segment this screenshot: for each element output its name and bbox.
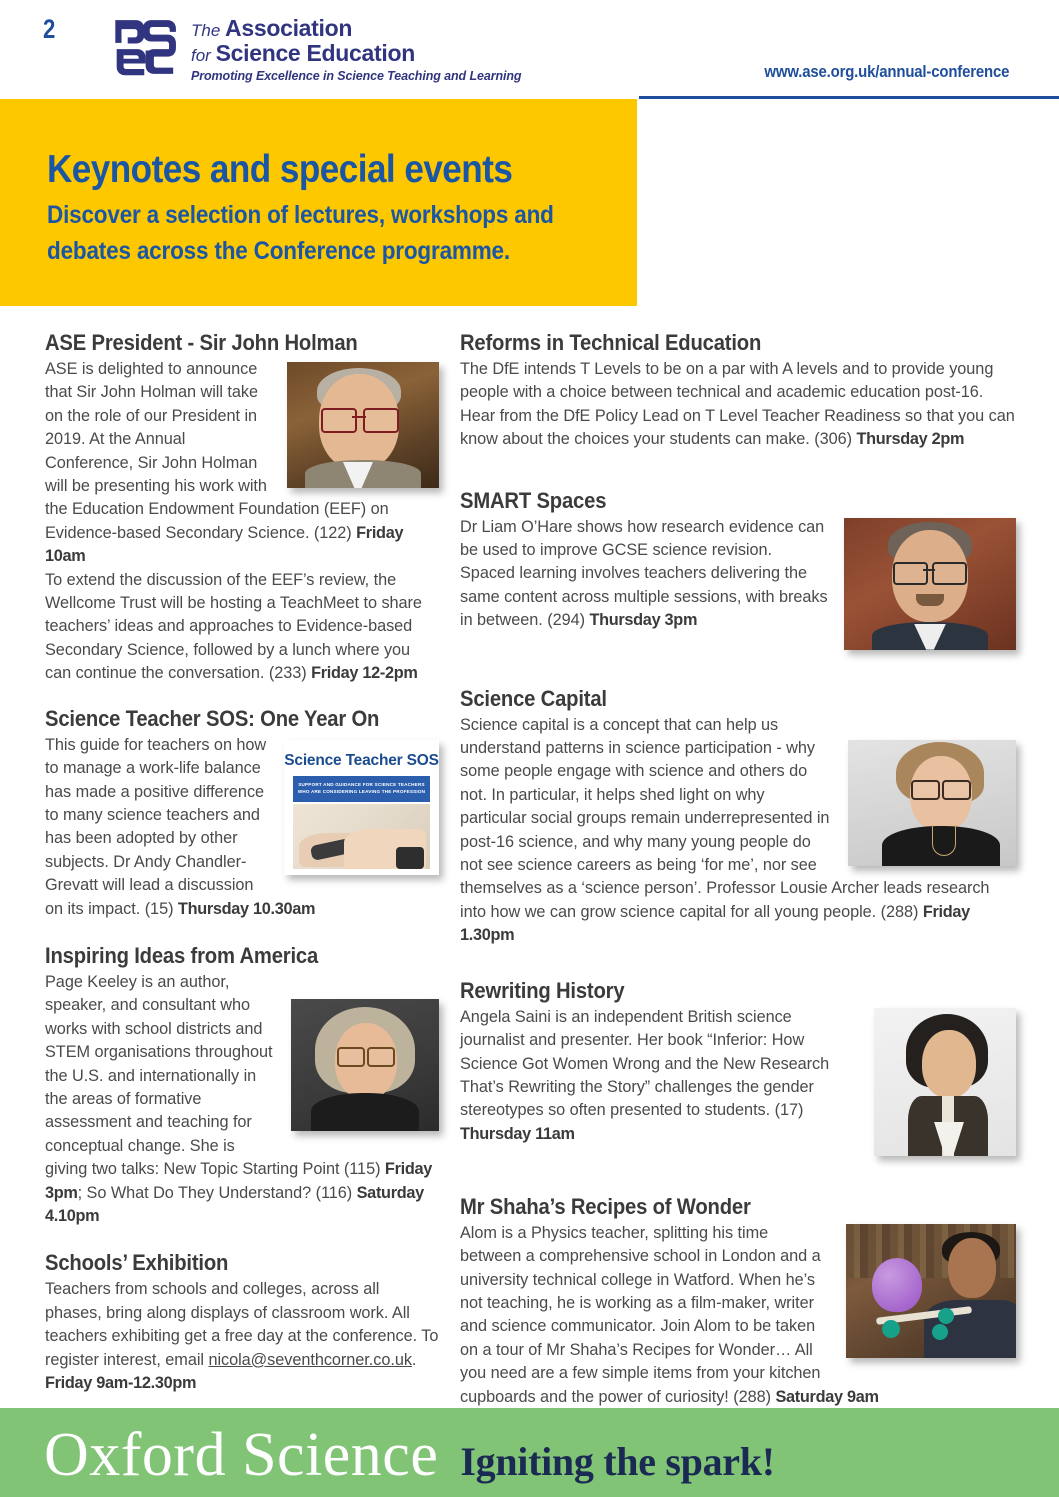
logo-the: The [191, 21, 221, 40]
footer-content [44, 1422, 775, 1495]
page-number: 2 [43, 14, 55, 44]
logo-for: for [191, 46, 211, 65]
article-title: Inspiring Ideas from America [45, 942, 319, 968]
alom-shaha-photo [846, 1224, 1016, 1358]
logo-line-2 [191, 42, 521, 67]
banner-subtitle-line-2: debates across the Conference programme. [47, 237, 510, 265]
header-divider-rule [639, 96, 1059, 99]
science-teacher-sos-book-cover [284, 740, 439, 875]
article-body: Alom is a Physics teacher, splitting his time between a comprehensive school in London and a university technical college in Watford. When he’s not teaching, he is working as a film-maker, writer and science communicator. Join Alom to be taken on a tour of Mr Shaha’s Recipes for Wonder… All you need are a few simple items from your kitchen cupboards and the power of curiosity! (288) Saturday 9am [460, 1223, 879, 1406]
article-science-capital [460, 686, 1016, 948]
logo-association: Association [225, 15, 353, 41]
book-cover-photo [293, 804, 430, 869]
page-header [0, 0, 1059, 96]
conference-url[interactable]: www.ase.org.uk/annual-conference [764, 62, 1009, 81]
book-cover-title: Science Teacher SOS [284, 751, 439, 769]
article-body: Dr Liam O’Hare shows how research evidence can be used to improve GCSE science revision. Spaced learning involves teachers delivering the same content across multiple sessions, with breaks in between. (294) Thursday 3pm [460, 517, 828, 630]
article-inspiring-ideas-from-america [45, 943, 439, 1228]
article-body: Teachers from schools and colleges, across all phases, bring along displays of classroom work. All teachers exhibiting get a free day at the conference. To register interest, email nicola@seventhcorner.co.uk. Friday 9am-12.30pm [45, 1280, 439, 1393]
logo-line-1 [191, 17, 521, 42]
article-title: ASE President - Sir John Holman [45, 330, 358, 355]
oxford-science-footer-banner [0, 1408, 1059, 1497]
article-title: Schools’ Exhibition [45, 1250, 229, 1276]
dr-liam-ohare-photo [844, 518, 1016, 650]
article-title: Rewriting History [460, 977, 625, 1003]
page-keeley-photo [291, 999, 439, 1131]
article-schools-exhibition [45, 1250, 439, 1395]
article-reforms-in-technical-education [460, 330, 1016, 452]
article-title: Mr Shaha’s Recipes of Wonder [460, 1193, 751, 1219]
article-body: Angela Saini is an independent British science journalist and presenter. Her book “Inferior: How Science Got Women Wrong and the New Research That’s Rewriting the Story” challenges the gender stereotypes so often presented to students. (17) Thursday 11am [460, 1007, 830, 1143]
article-title: Science Capital [460, 685, 607, 711]
logo-science-education: Science Education [215, 40, 415, 66]
book-cover-subtitle: SUPPORT AND GUIDANCE FOR SCIENCE TEACHERS WHO ARE CONSIDERING LEAVING THE PROFESSION [293, 776, 430, 802]
article-body: The DfE intends T Levels to be on a par with A levels and to provide young people with a choice between technical and academic education post-16. Hear from the DfE Policy Lead on T Level Teacher Readiness so that you can know about the choices your students can make. (306) Thursday 2pm [460, 360, 1015, 449]
article-title: Science Teacher SOS: One Year On [45, 705, 380, 731]
professor-louise-archer-photo [848, 740, 1016, 866]
footer-tagline: Igniting the spark! [460, 1439, 775, 1484]
ase-logo [112, 16, 521, 85]
article-body: Page Keeley is an author, speaker, and consultant who works with school districts and STEM organisations throughout the U.S. and internationally in the areas of formative assessment and teaching for conceptual change. She is giving two talks: New Topic Starting Point (115) Friday 3pm; So What Do They Understand? (116) Saturday 4.10pm [45, 972, 432, 1225]
article-title: Reforms in Technical Education [460, 330, 762, 355]
footer-brand: Oxford Science [44, 1421, 439, 1489]
article-title: SMART Spaces [460, 487, 607, 513]
article-body: This guide for teachers on how to manage a work-life balance has made a positive difference to many science teachers and has been adopted by other subjects. Dr Andy Chandler-Grevatt will lead a discussion on its impact. (15) Thursday 10.30am [45, 735, 316, 918]
left-column [45, 330, 439, 1399]
banner-subtitle-line-1: Discover a selection of lectures, workshops and [47, 201, 554, 229]
article-ase-president [45, 330, 439, 686]
banner-subtitle [47, 197, 578, 269]
sir-john-holman-photo [287, 362, 439, 488]
logo-tagline: Promoting Excellence in Science Teaching and Learning [191, 69, 522, 83]
article-body: Science capital is a concept that can help us understand patterns in science participation - why some people engage with science and others do not. In particular, it helps shed light on why particular social groups remain underrepresented in post-16 science, and why many young people do not see science careers as being ‘for me’, nor see themselves as a ‘science person’. Professor Lousie Archer leads research into how we can grow science capital for all young people. (288) Friday 1.30pm [460, 715, 990, 945]
article-smart-spaces [460, 488, 1016, 658]
article-mr-shahas-recipes-of-wonder [460, 1194, 1016, 1409]
banner-title: Keynotes and special events [47, 148, 513, 191]
article-science-teacher-sos [45, 706, 439, 921]
ase-monogram-icon [112, 16, 182, 78]
angela-saini-photo [874, 1008, 1016, 1156]
article-rewriting-history [460, 978, 1016, 1164]
article-body: ASE is delighted to announce that Sir John Holman will take on the role of our President in 2019. At the Annual Conference, Sir John Holman will be presenting his work with the Education Endowment Foundation (EEF) on Evidence-based Secondary Science. (122) Friday 10am To extend the discussion of the EEF’s review, the Wellcome Trust will be hosting a TeachMeet to share teachers’ ideas and approaches to Evidence-based Secondary Science, followed by a lunch where you can continue the conversation. (233) Friday 12-2pm [45, 360, 422, 683]
keynotes-banner [0, 99, 637, 306]
right-column [460, 330, 1016, 1413]
